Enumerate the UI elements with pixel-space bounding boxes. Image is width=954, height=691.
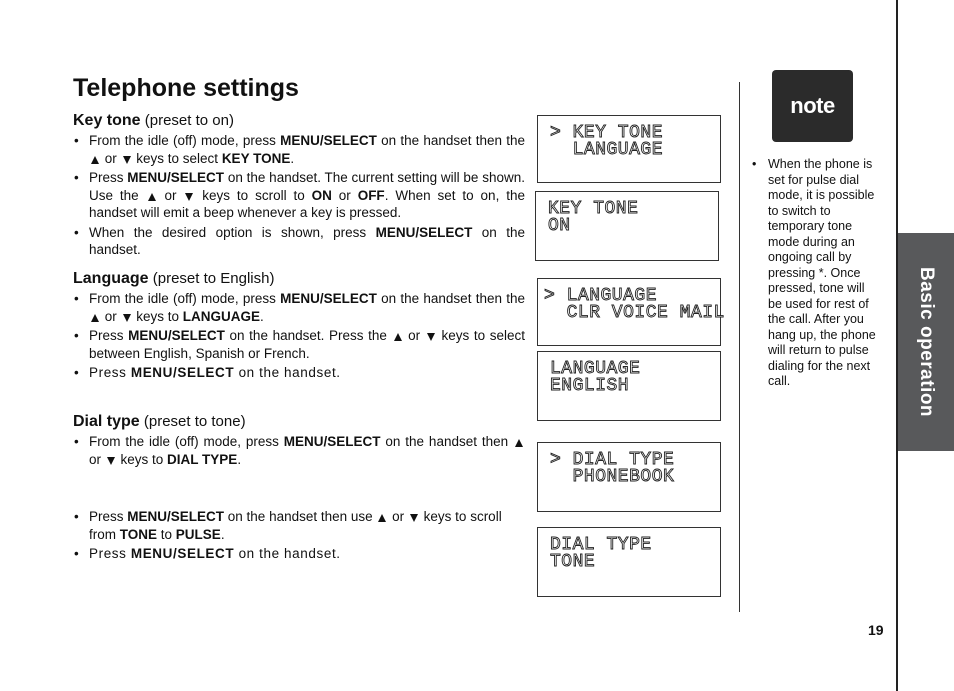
- list-item: • When the desired option is shown, press MENU/SELECT on the handset.: [73, 224, 525, 259]
- up-arrow-icon: [91, 314, 99, 322]
- list-item: • Press MENU/SELECT on the handset. Press the or keys to select between English, Spanish or French.: [73, 327, 525, 362]
- list-item: • From the idle (off) mode, press MENU/SELECT on the handset then the or keys to LANGUAGE.: [73, 290, 525, 325]
- lcd-screen-key-tone-on: KEY TONE ON: [535, 191, 719, 261]
- note-badge-label: note: [790, 93, 835, 118]
- up-arrow-icon: [148, 193, 156, 201]
- down-arrow-icon: [107, 457, 115, 465]
- page-number: 19: [868, 622, 884, 638]
- list-item: • Press MENU/SELECT on the handset.: [73, 545, 525, 563]
- note-text: • When the phone is set for pulse dial mode, it is possible to switch to temporary tone mode during an ongoing call by pressing *. Once pressed, tone will be used for rest of the call. After you hang up, the phone will return to pulse dialing for the next call.: [752, 157, 876, 388]
- lcd-screen-language-english: LANGUAGE ENGLISH: [537, 351, 721, 421]
- lcd-screen-dial-type-tone: DIAL TYPE TONE: [537, 527, 721, 597]
- list-item: • From the idle (off) mode, press MENU/SELECT on the handset then the or keys to select KEY TONE.: [73, 132, 525, 167]
- down-arrow-icon: [410, 514, 418, 522]
- dial-type-heading: Dial type (preset to tone): [73, 413, 246, 430]
- up-arrow-icon: [91, 156, 99, 164]
- note-divider-line: [739, 82, 740, 612]
- language-heading: Language (preset to English): [73, 270, 275, 287]
- list-item: • From the idle (off) mode, press MENU/SELECT on the handset then or keys to DIAL TYPE.: [73, 433, 525, 468]
- down-arrow-icon: [185, 193, 193, 201]
- list-item: • Press MENU/SELECT on the handset.: [73, 364, 525, 382]
- down-arrow-icon: [123, 156, 131, 164]
- lcd-screen-dial-type-menu: > DIAL TYPE PHONEBOOK: [537, 442, 721, 512]
- up-arrow-icon: [515, 439, 523, 447]
- section-tab: [898, 233, 954, 451]
- up-arrow-icon: [378, 514, 386, 522]
- lcd-screen-language-menu: > LANGUAGE CLR VOICE MAIL: [537, 278, 721, 346]
- language-steps: [73, 290, 525, 384]
- section-tab-label: Basic operation: [916, 266, 937, 418]
- down-arrow-icon: [427, 333, 435, 341]
- list-item: • Press MENU/SELECT on the handset. The current setting will be shown. Use the or keys to scroll to ON or OFF. When set to on, the handset will emit a beep whenever a key is pressed.: [73, 169, 525, 222]
- down-arrow-icon: [123, 314, 131, 322]
- dial-type-steps: [73, 433, 525, 565]
- key-tone-steps: [73, 132, 525, 261]
- key-tone-heading: Key tone (preset to on): [73, 112, 234, 129]
- note-badge: [772, 70, 853, 142]
- list-item: • Press MENU/SELECT on the handset then use or keys to scroll from TONE to PULSE.: [73, 508, 525, 543]
- up-arrow-icon: [394, 333, 402, 341]
- page-title: Telephone settings: [73, 74, 299, 102]
- lcd-screen-key-tone-menu: > KEY TONE LANGUAGE: [537, 115, 721, 183]
